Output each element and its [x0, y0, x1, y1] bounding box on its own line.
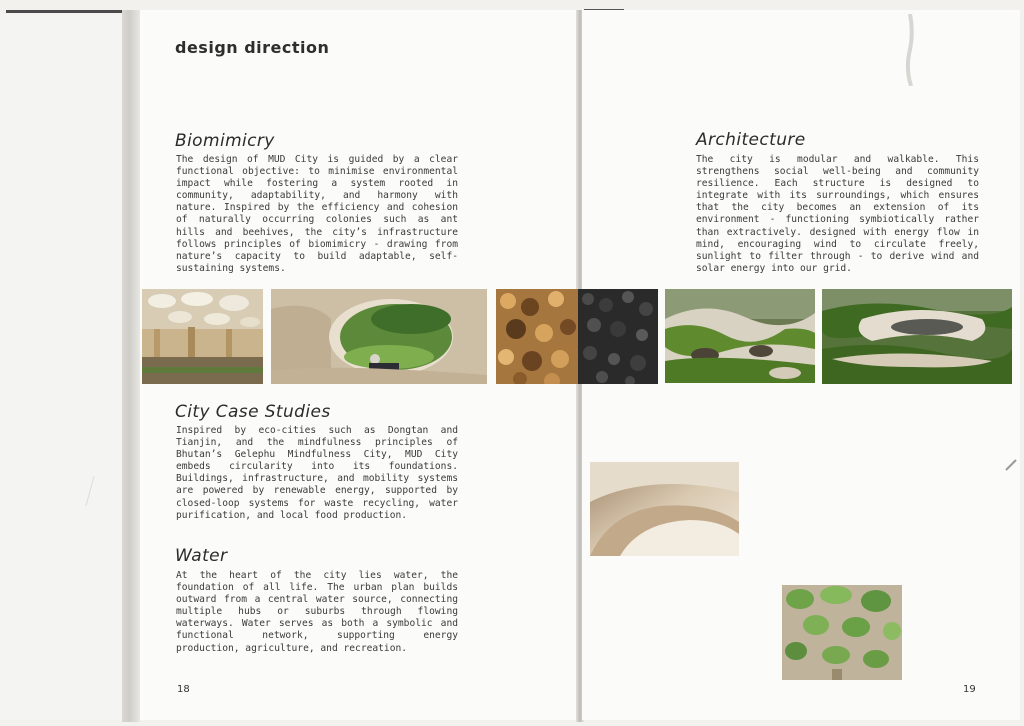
- biomimicry-text: The design of MUD City is guided by a clear functional objective: to minimise environmental impact while fostering a system rooted in community, adaptability, and harmony with nature. Inspired by the efficiency and cohesion of naturally occurring colonies such as ant hills and beehives, the city’s infrastructure follows principles of biomimicry - drawing from nature’s capacity to build adaptable, self-sustaining systems.: [176, 154, 458, 274]
- page-edge-shadow: [6, 10, 124, 13]
- city-case-studies-text: Inspired by eco-cities such as Dongtan and Tianjin, and the mindfulness principles of Bhutan’s Gelephu Mindfulness City, MUD City embeds circularity into its foundations. Buildings, infrastructure, and mobility systems are powered by renewable energy, supported by closed-loop systems for waste recycling, water purification, and local food production.: [176, 425, 458, 521]
- green-canopy-building-photo: [822, 289, 1012, 384]
- architecture-text: The city is modular and walkable. This strengthens social well-being and community resilience. Each structure is designed to integrate with its surroundings, which ensures that the city becomes an extension of its environment - functioning symbiotically rather than extractively. designed with energy flow in mind, encouraging wind to circulate freely, sunlight to filter through - to derive wind and solar energy into our grid.: [696, 154, 979, 274]
- dark-pebble-texture-photo: [578, 289, 658, 384]
- water-heading: Water: [175, 546, 228, 566]
- section-header: design direction: [175, 38, 330, 57]
- city-case-studies-heading: City Case Studies: [175, 402, 331, 422]
- canopy-structure-photo: [142, 289, 263, 384]
- page-number-left: 18: [177, 684, 190, 695]
- cave-window-photo: [271, 289, 487, 384]
- mossy-structure-photo: [665, 289, 815, 383]
- previous-page-edge: [0, 14, 122, 720]
- curved-wall-photo: [590, 462, 739, 556]
- architecture-heading: Architecture: [696, 130, 806, 150]
- organic-lattice-canopy-photo: [782, 585, 902, 680]
- scan-dust-mark: [1004, 458, 1018, 472]
- page-gutter: [122, 10, 140, 722]
- honeycomb-texture-photo: [496, 289, 578, 384]
- page-number-right: 19: [963, 684, 976, 695]
- scan-smudge-mark: [904, 14, 918, 86]
- water-text: At the heart of the city lies water, the foundation of all life. The urban plan builds outward from a central water source, connecting multiple hubs or suburbs through flowing waterways. Water serves as both a symbolic and functional network, supporting energy production, agriculture, and recreation.: [176, 570, 458, 654]
- scan-dust-mark: [84, 476, 96, 506]
- biomimicry-heading: Biomimicry: [175, 131, 275, 151]
